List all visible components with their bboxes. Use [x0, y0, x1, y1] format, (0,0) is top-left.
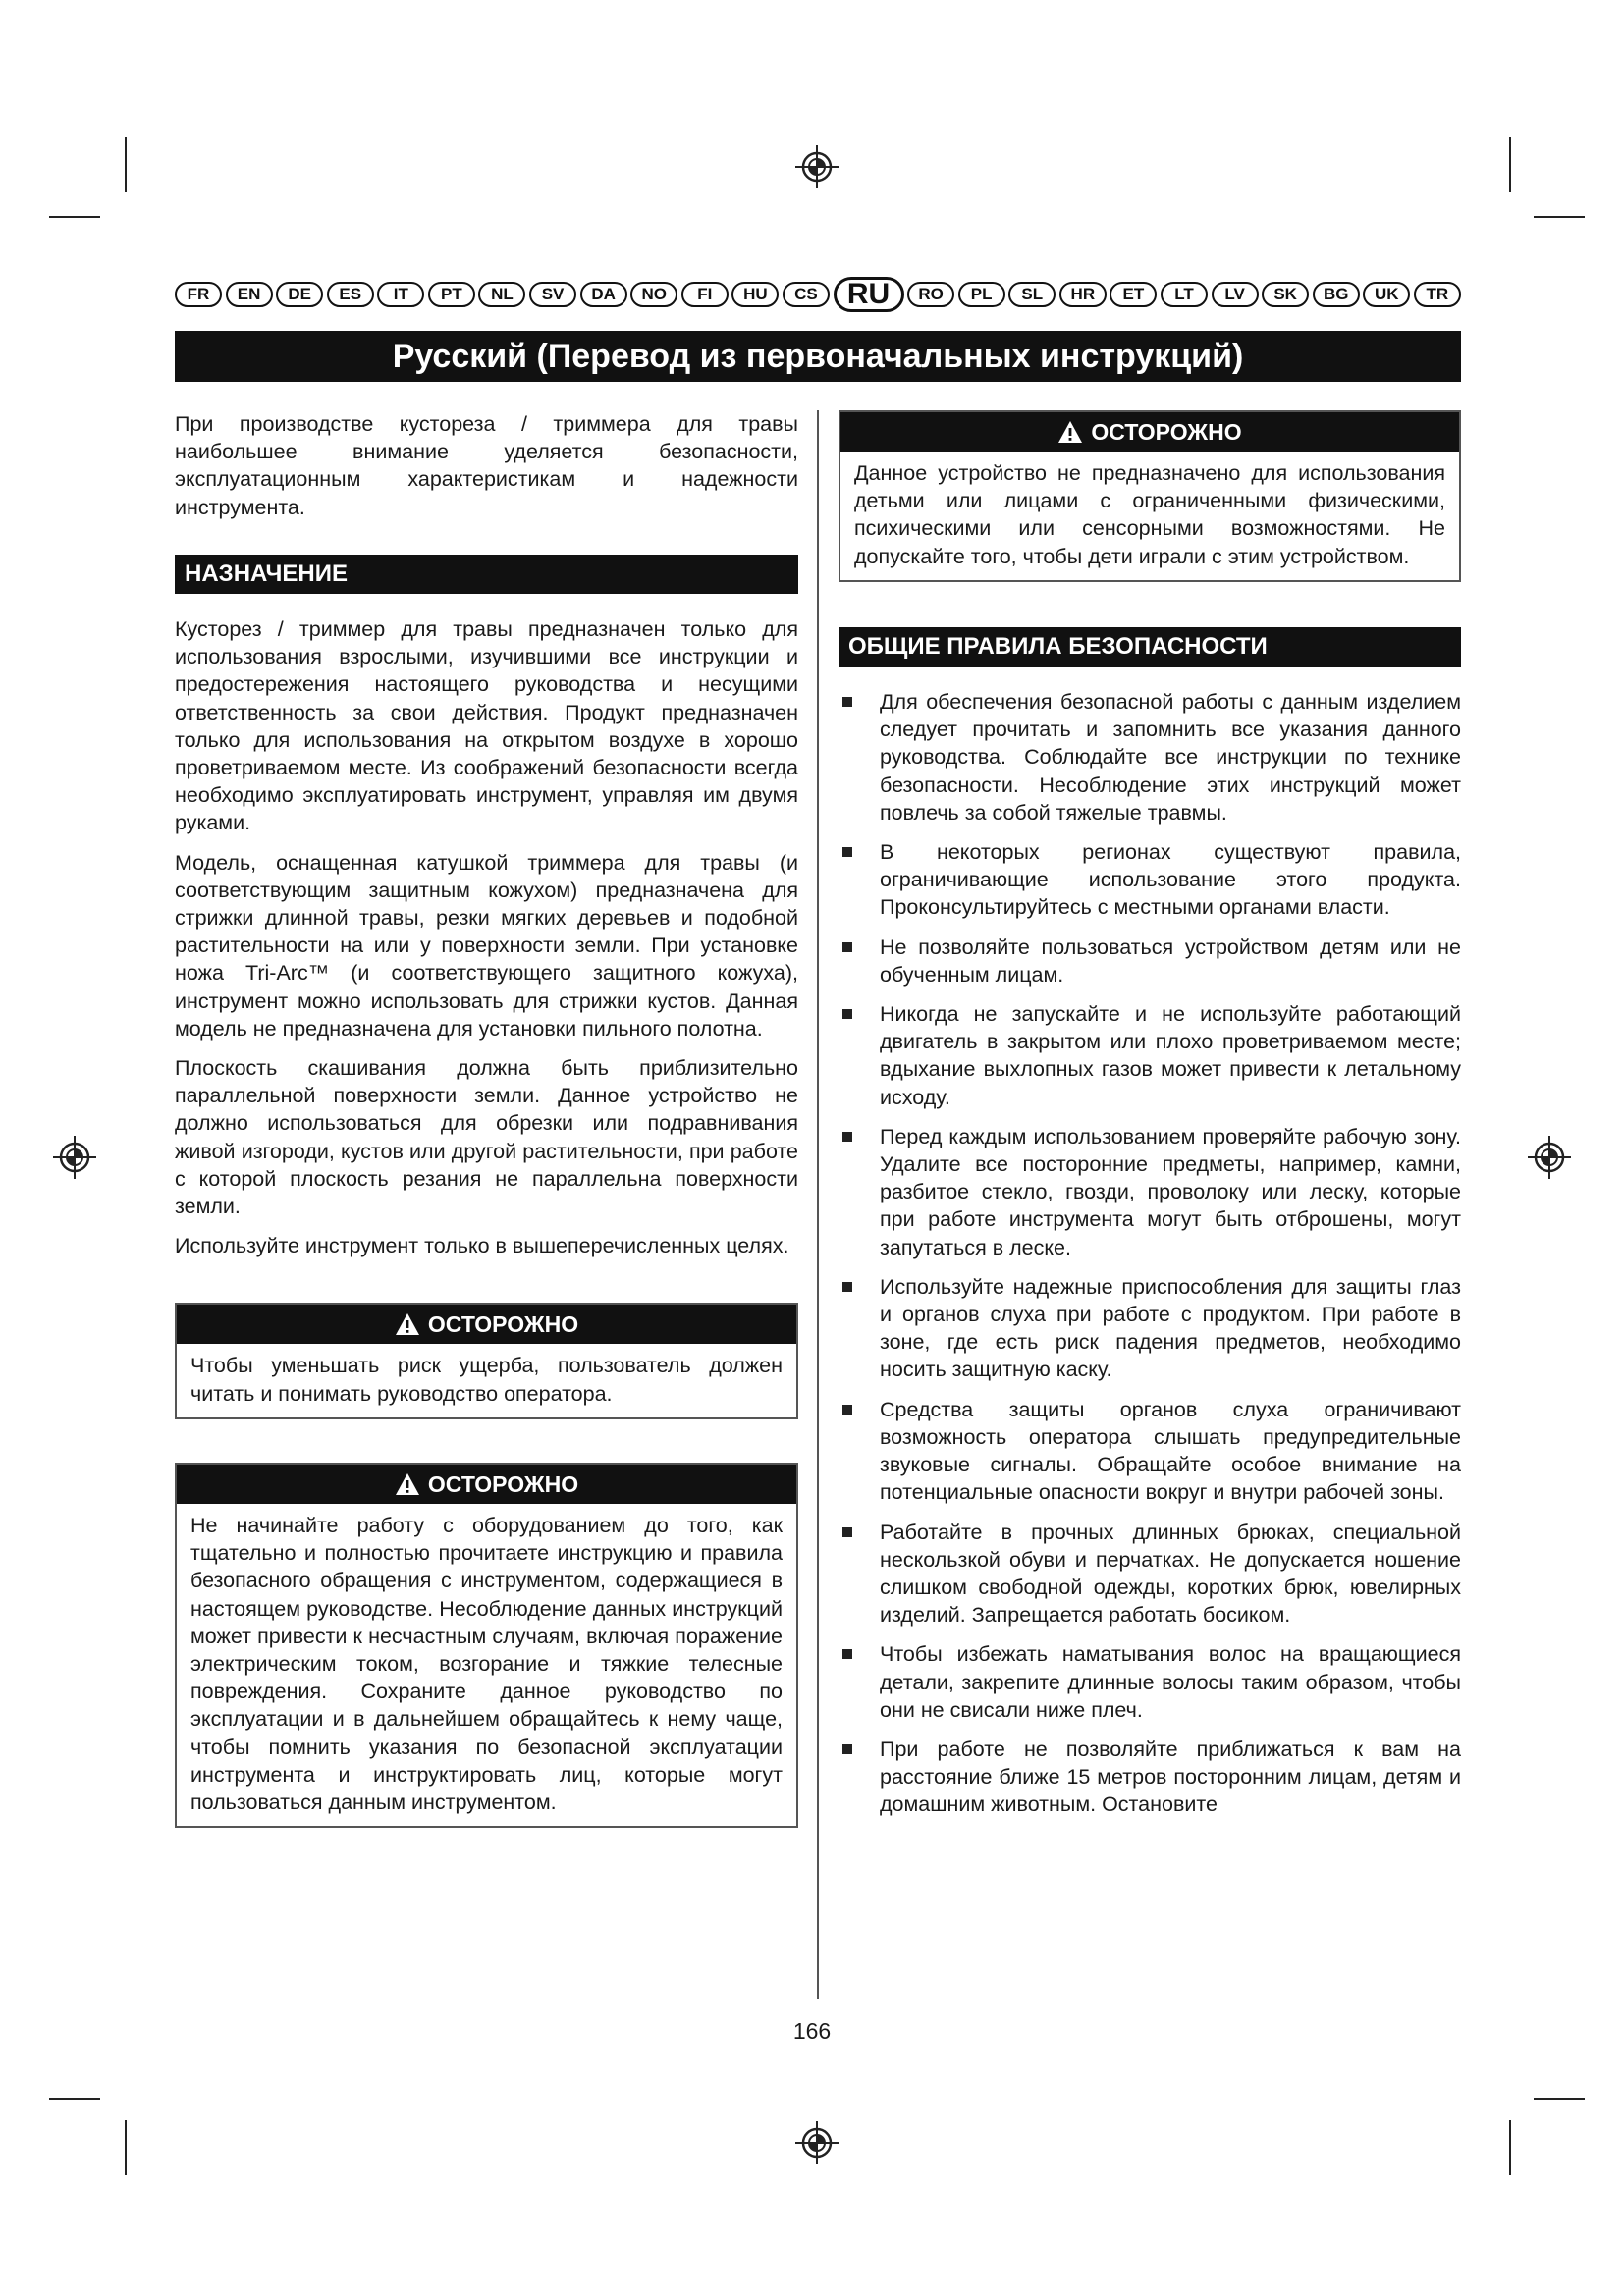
registration-mark-icon [794, 2120, 839, 2165]
list-item: Средства защиты органов слуха ограничивают возможность оператора слышать предупредительные звуковые сигналы. Обращайте особое внимание на потенциальные опасности вокруг и внутри рабочей зоны. [839, 1396, 1461, 1507]
language-badge-sl: SL [1008, 282, 1056, 307]
list-item: Перед каждым использованием проверяйте рабочую зону. Удалите все посторонние предметы, например, камни, разбитое стекло, гвозди, проволоку или леску, которые при работе инструмента могут быть отброшены, могут запутаться в леске. [839, 1123, 1461, 1261]
warning-label: ОСТОРОЖНО [427, 1470, 579, 1497]
language-badge-nl: NL [478, 282, 525, 307]
warning-box [839, 410, 1461, 582]
list-item: Используйте надежные приспособления для защиты глаз и органов слуха при работе с продуктом. При работе в зоне, где есть риск падения предметов, необходимо носить защитную каску. [839, 1273, 1461, 1384]
registration-mark-icon [794, 144, 839, 189]
warning-label: ОСТОРОЖНО [1091, 418, 1242, 445]
list-item: Чтобы избежать наматывания волос на вращающиеся детали, закрепите длинные волосы таким образом, чтобы они не свисали ниже плеч. [839, 1640, 1461, 1724]
registration-mark-icon [1527, 1135, 1572, 1180]
language-badge-da: DA [580, 282, 627, 307]
purpose-paragraph: Используйте инструмент только в вышеперечисленных целях. [175, 1234, 789, 1258]
language-badge-ru-active: RU [834, 277, 904, 312]
crop-mark [125, 2120, 127, 2175]
list-item: Работайте в прочных длинных брюках, специальной нескользкой обуви и перчатках. Не допускается ношение слишком свободной одежды, коротких брюк, ювелирных изделий. Запрещается работать босиком. [839, 1519, 1461, 1629]
language-badge-fr: FR [175, 282, 222, 307]
warning-box [175, 1463, 798, 1828]
list-item: Никогда не запускайте и не используйте работающий двигатель в закрытом или плохо проветриваемом месте; вдыхание выхлопных газов может привести к летальному исходу. [839, 1000, 1461, 1111]
crop-mark [1534, 216, 1585, 218]
warning-label: ОСТОРОЖНО [427, 1311, 579, 1338]
purpose-paragraph: Модель, оснащенная катушкой триммера для травы (и соответствующим защитным кожухом) предназначена для стрижки длинной травы, резки мягких деревьев и подобной растительности на или у поверхности земли. При установке ножа Tri-Arc™ (и соответствующего защитного кожуха), инструмент можно использовать для стрижки кустов. Данная модель не предназначена для установки пильного полотна. [175, 850, 798, 1041]
language-badge-en: EN [226, 282, 273, 307]
language-badge-uk: UK [1363, 282, 1410, 307]
language-badge-de: DE [276, 282, 323, 307]
list-item: При работе не позволяйте приближаться к вам на расстояние ближе 15 метров посторонним лицам, детям и домашним животным. Остановите [839, 1735, 1461, 1819]
bullet-icon [842, 942, 852, 952]
crop-mark [1509, 2120, 1511, 2175]
bullet-icon [842, 1649, 852, 1659]
language-badge-tr: TR [1414, 282, 1461, 307]
section-heading-purpose: НАЗНАЧЕНИЕ [175, 555, 798, 594]
language-badge-pl: PL [958, 282, 1005, 307]
purpose-paragraph: Плоскость скашивания должна быть приблизительно параллельной поверхности земли. Данное устройство не должно использоваться для обрезки или подравнивания живой изгороди, кустов или другой растительности, при работе с которой плоскость резания не параллельна поверхности земли. [175, 1056, 798, 1219]
language-badge-no: NO [630, 282, 677, 307]
intro-paragraph: При производстве кустореза / триммера для травы наибольшее внимание уделяется безопасности, эксплуатационным характеристикам и надежности инструмента. [175, 412, 798, 519]
warning-text: Чтобы уменьшать риск ущерба, пользователь должен читать и понимать руководство оператора. [190, 1354, 783, 1406]
list-item: Не позволяйте пользоваться устройством детям или не обученным лицам. [839, 934, 1461, 988]
language-badge-et: ET [1110, 282, 1157, 307]
right-column [839, 410, 1461, 1831]
left-column [175, 410, 798, 1828]
language-badge-lv: LV [1212, 282, 1259, 307]
warning-text: Данное устройство не предназначено для использования детьми или лицами с ограниченными физическими, психическими или сенсорными возможностями. Не допускайте того, чтобы дети играли с этим устройством. [854, 461, 1445, 568]
purpose-paragraph: Кусторез / триммер для травы предназначен только для использования взрослыми, изучившими все инструкции и предостережения настоящего руководства и несущими ответственность за свои действия. Продукт предназначен только для использования на открытом воздухе в хорошо проветриваемом месте. Из соображений безопасности всегда необходимо эксплуатировать инструмент, управляя им двумя руками. [175, 617, 798, 835]
bullet-icon [842, 1132, 852, 1142]
language-badge-pt: PT [428, 282, 475, 307]
language-badge-ro: RO [907, 282, 954, 307]
warning-triangle-icon [395, 1312, 420, 1336]
bullet-icon [842, 1405, 852, 1415]
warning-triangle-icon [1057, 420, 1083, 444]
language-badge-sk: SK [1262, 282, 1309, 307]
bullet-icon [842, 1527, 852, 1537]
bullet-icon [842, 1009, 852, 1019]
bullet-icon [842, 1282, 852, 1292]
page-number: 166 [792, 2018, 832, 2044]
warning-header [177, 1465, 796, 1504]
page-title: Русский (Перевод из первоначальных инструкций) [175, 331, 1461, 382]
bullet-icon [842, 847, 852, 857]
safety-rules-list [839, 688, 1461, 1819]
warning-header [840, 412, 1459, 452]
crop-mark [49, 216, 100, 218]
warning-box [175, 1303, 798, 1418]
language-badge-bg: BG [1313, 282, 1360, 307]
language-badge-cs: CS [783, 282, 830, 307]
language-badge-hr: HR [1059, 282, 1107, 307]
language-badge-lt: LT [1161, 282, 1208, 307]
crop-mark [49, 2098, 100, 2100]
language-bar [175, 277, 1461, 312]
language-badge-es: ES [327, 282, 374, 307]
registration-mark-icon [52, 1135, 97, 1180]
language-badge-it: IT [377, 282, 424, 307]
warning-triangle-icon [395, 1472, 420, 1496]
section-heading-general-safety: ОБЩИЕ ПРАВИЛА БЕЗОПАСНОСТИ [839, 627, 1461, 667]
language-badge-hu: HU [731, 282, 779, 307]
crop-mark [1534, 2098, 1585, 2100]
language-badge-sv: SV [529, 282, 576, 307]
warning-header [177, 1305, 796, 1344]
list-item: В некоторых регионах существуют правила, ограничивающие использование этого продукта. Проконсультируйтесь с местными органами власти. [839, 838, 1461, 922]
column-divider [817, 410, 819, 1999]
bullet-icon [842, 1744, 852, 1754]
bullet-icon [842, 697, 852, 707]
crop-mark [1509, 137, 1511, 192]
warning-text: Не начинайте работу с оборудованием до того, как тщательно и полностью прочитаете инструкцию и правила безопасного обращения с инструментом, содержащиеся в настоящем руководстве. Несоблюдение данных инструкций может привести к несчастным случаям, включая поражение электрическим током, возгорание и тяжкие телесные повреждения. Сохраните данное руководство по эксплуатации и в дальнейшем обращайтесь к нему чаще, чтобы помнить указания по безопасной эксплуатации инструмента и инструктировать лиц, которые могут пользоваться данным инструментом. [190, 1513, 783, 1814]
list-item: Для обеспечения безопасной работы с данным изделием следует прочитать и запомнить все указания данного руководства. Соблюдайте все инструкции по технике безопасности. Несоблюдение этих инструкций может повлечь за собой тяжелые травмы. [839, 688, 1461, 827]
crop-mark [125, 137, 127, 192]
language-badge-fi: FI [681, 282, 729, 307]
